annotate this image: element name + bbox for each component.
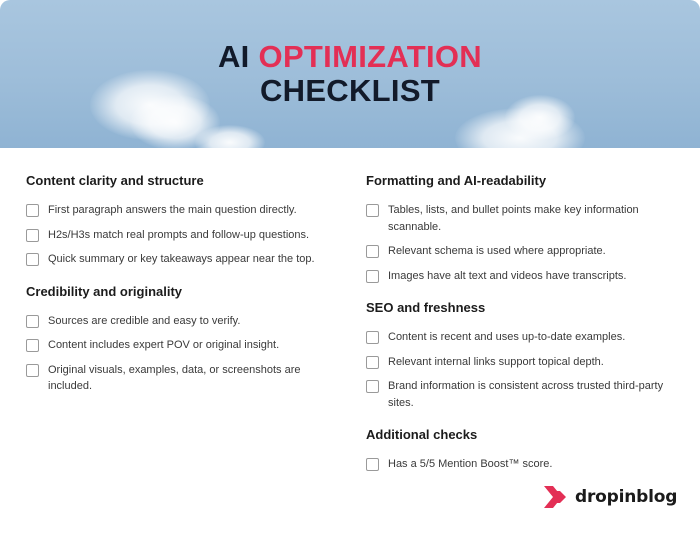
checklist-item — [366, 329, 666, 346]
checklist-item-text: Content includes expert POV or original insight. — [48, 339, 280, 351]
checklist-item-text: Relevant schema is used where appropriate. — [388, 245, 606, 257]
section-seo — [366, 299, 666, 411]
checklist-item — [366, 456, 666, 473]
checkbox[interactable] — [26, 229, 39, 242]
brand-logo — [544, 486, 677, 508]
checklist-item-text: H2s/H3s match real prompts and follow-up questions. — [48, 228, 310, 241]
section-credibility — [26, 283, 336, 395]
checkbox[interactable] — [26, 364, 39, 377]
checklist-item-text: Content is recent and uses up-to-date examples. — [388, 331, 626, 343]
checkbox[interactable] — [366, 380, 379, 393]
checklist-item — [26, 251, 336, 268]
checklist-item-text: Brand information is consistent across trusted third-party sites. — [388, 380, 664, 409]
title-line-2: CHECKLIST — [259, 73, 441, 108]
section-heading: Additional checks — [366, 427, 478, 442]
checklist-item-text: Images have alt text and videos have transcripts. — [388, 269, 627, 282]
section-content-clarity — [26, 172, 336, 268]
checklist-item — [366, 243, 666, 260]
section-heading: SEO and freshness — [366, 300, 486, 315]
title-prefix: AI — [218, 39, 250, 74]
checklist-item-text: Relevant internal links support topical depth. — [388, 355, 604, 368]
title-line-1 — [0, 40, 700, 74]
checklist-item-text: Original visuals, examples, data, or screenshots are included. — [48, 363, 301, 392]
checkbox[interactable] — [366, 458, 379, 471]
section-additional-checks — [366, 426, 666, 473]
checklist-item-text: First paragraph answers the main question directly. — [48, 204, 297, 216]
checklist-item — [26, 337, 336, 354]
checkbox[interactable] — [26, 315, 39, 328]
page-title — [0, 40, 700, 108]
section-heading: Content clarity and structure — [26, 173, 204, 188]
title-accent: OPTIMIZATION — [258, 39, 482, 74]
checklist-item — [366, 354, 666, 371]
checkbox[interactable] — [366, 331, 379, 344]
checklist-item — [366, 268, 666, 285]
checklist-item — [26, 313, 336, 330]
checklist-item — [26, 202, 336, 219]
section-heading: Credibility and originality — [26, 283, 183, 299]
checklist-item — [366, 202, 666, 235]
checklist-item-text: Sources are credible and easy to verify. — [48, 314, 241, 327]
right-column — [366, 172, 666, 481]
section-heading: Formatting and AI-readability — [366, 173, 547, 188]
checkbox[interactable] — [26, 253, 39, 266]
checklist-item — [26, 362, 336, 395]
checkbox[interactable] — [366, 356, 379, 369]
section-formatting — [366, 172, 666, 284]
checkbox[interactable] — [366, 245, 379, 258]
checkbox[interactable] — [366, 204, 379, 217]
checkbox[interactable] — [366, 270, 379, 283]
checklist-item-text: Has a 5/5 Mention Boost™ score. — [388, 458, 553, 470]
checklist-item — [26, 227, 336, 244]
checkbox[interactable] — [26, 204, 39, 217]
brand-name: dropinblog — [575, 487, 678, 507]
checkbox[interactable] — [26, 339, 39, 352]
sky-header-banner — [0, 0, 700, 148]
checklist-item-text: Quick summary or key takeaways appear near the top. — [48, 253, 315, 265]
checklist-item-text: Tables, lists, and bullet points make key information scannable. — [388, 204, 639, 233]
left-column — [26, 172, 336, 403]
dropinblog-logo-icon — [544, 486, 570, 508]
checklist-item — [366, 378, 666, 411]
